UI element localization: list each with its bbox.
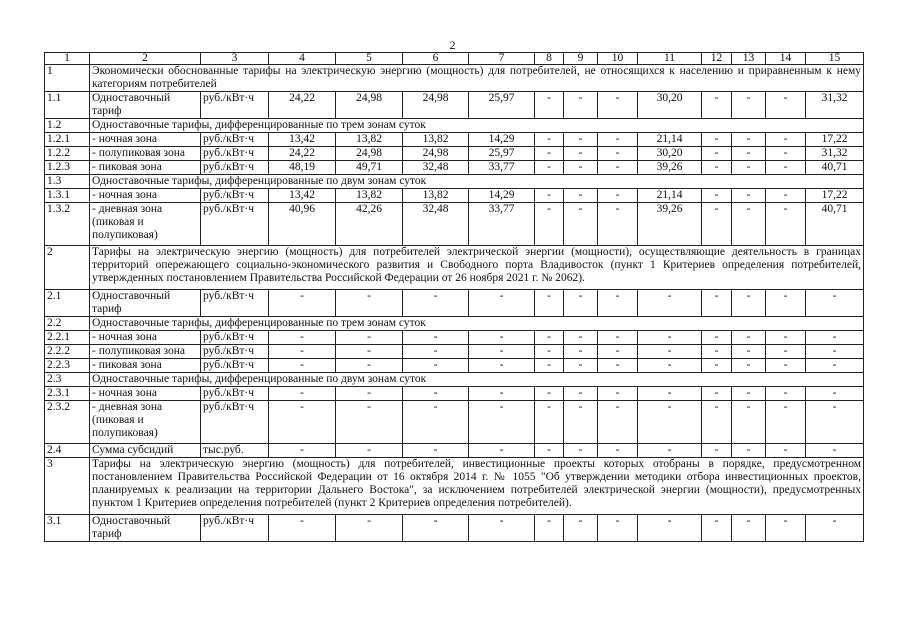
row-number-cell: 1.1 xyxy=(45,92,90,119)
tariff-name-cell: - дневная зона (пиковая и полупиковая) xyxy=(90,401,201,444)
value-cell: 17,22 xyxy=(806,189,864,203)
value-cell: - xyxy=(535,290,564,317)
value-cell: 14,29 xyxy=(469,189,535,203)
value-cell: - xyxy=(702,387,732,401)
section-row xyxy=(45,246,864,290)
tariff-name-cell: - ночная зона xyxy=(90,387,201,401)
value-cell: - xyxy=(403,401,469,444)
value-cell: - xyxy=(469,331,535,345)
value-cell: - xyxy=(269,359,336,373)
value-cell: - xyxy=(766,444,806,458)
value-cell: - xyxy=(403,290,469,317)
row-number-cell: 2.3.1 xyxy=(45,387,90,401)
value-cell: - xyxy=(564,359,598,373)
tariff-name-cell: - полупиковая зона xyxy=(90,147,201,161)
value-cell: - xyxy=(766,161,806,175)
section-row xyxy=(45,65,864,92)
value-cell: - xyxy=(469,359,535,373)
value-cell: - xyxy=(403,387,469,401)
column-number-cell: 15 xyxy=(806,53,864,65)
value-cell: 40,71 xyxy=(806,161,864,175)
tariff-name-cell: - ночная зона xyxy=(90,133,201,147)
value-cell: - xyxy=(535,401,564,444)
value-cell: - xyxy=(702,147,732,161)
tariff-name-cell: - дневная зона (пиковая и полупиковая) xyxy=(90,203,201,246)
value-cell: - xyxy=(469,345,535,359)
table-row xyxy=(45,189,864,203)
value-cell: - xyxy=(766,290,806,317)
value-cell: 48,19 xyxy=(269,161,336,175)
value-cell: - xyxy=(403,331,469,345)
row-number-cell: 1 xyxy=(45,65,90,92)
value-cell: 24,22 xyxy=(269,147,336,161)
column-number-cell: 2 xyxy=(90,53,201,65)
row-number-cell: 3 xyxy=(45,458,90,515)
value-cell: - xyxy=(806,331,864,345)
value-cell: 25,97 xyxy=(469,92,535,119)
tariff-name-cell: Одноставочный тариф xyxy=(90,290,201,317)
row-number-cell: 2.4 xyxy=(45,444,90,458)
value-cell: - xyxy=(732,189,766,203)
value-cell: - xyxy=(638,387,702,401)
value-cell: - xyxy=(269,290,336,317)
value-cell: - xyxy=(732,444,766,458)
value-cell: - xyxy=(732,92,766,119)
value-cell: - xyxy=(702,189,732,203)
value-cell: - xyxy=(564,92,598,119)
value-cell: - xyxy=(766,92,806,119)
value-cell: - xyxy=(403,359,469,373)
section-title-cell: Тарифы на электрическую энергию (мощность) для потребителей, инвестиционные проекты которых отобраны в порядке, предусмотренном постановлением Правительства Российской Федерации от 16 октября 2014 г. № 1055 "Об утверждении методики отбора инвестиционных проектов, планируемых к реализации на территории Дальнего Востока", за исключением потребителей электрической энергии (мощности), предусмотренных пунктом 1 Критериев определения потребителей (пункт 2 Критериев определения потребителей). xyxy=(90,458,864,515)
section-title-cell: Одноставочные тарифы, дифференцированные по двум зонам суток xyxy=(90,373,864,387)
value-cell: - xyxy=(806,290,864,317)
row-number-cell: 2.3 xyxy=(45,373,90,387)
unit-cell: руб./кВт·ч xyxy=(201,147,269,161)
row-number-cell: 1.2 xyxy=(45,119,90,133)
value-cell: - xyxy=(469,290,535,317)
value-cell: - xyxy=(564,331,598,345)
value-cell: 24,22 xyxy=(269,92,336,119)
column-number-cell: 1 xyxy=(45,53,90,65)
unit-cell: тыс.руб. xyxy=(201,444,269,458)
value-cell: - xyxy=(336,359,403,373)
value-cell: - xyxy=(469,444,535,458)
value-cell: - xyxy=(598,92,638,119)
value-cell: 39,26 xyxy=(638,161,702,175)
table-row xyxy=(45,387,864,401)
value-cell: - xyxy=(638,401,702,444)
value-cell: - xyxy=(598,345,638,359)
column-number-cell: 8 xyxy=(535,53,564,65)
value-cell: - xyxy=(403,515,469,542)
value-cell: - xyxy=(598,203,638,246)
row-number-cell: 1.3 xyxy=(45,175,90,189)
value-cell: - xyxy=(535,444,564,458)
table-row xyxy=(45,92,864,119)
value-cell: - xyxy=(269,444,336,458)
tariff-name-cell: - пиковая зона xyxy=(90,161,201,175)
value-cell: - xyxy=(732,290,766,317)
value-cell: - xyxy=(564,133,598,147)
value-cell: - xyxy=(598,444,638,458)
column-number-row xyxy=(45,53,864,65)
value-cell: - xyxy=(598,515,638,542)
value-cell: - xyxy=(403,345,469,359)
value-cell: - xyxy=(564,189,598,203)
value-cell: 40,96 xyxy=(269,203,336,246)
value-cell: - xyxy=(564,401,598,444)
section-row xyxy=(45,458,864,515)
value-cell: - xyxy=(598,147,638,161)
value-cell: - xyxy=(732,331,766,345)
value-cell: 24,98 xyxy=(403,92,469,119)
value-cell: 39,26 xyxy=(638,203,702,246)
value-cell: - xyxy=(535,147,564,161)
unit-cell: руб./кВт·ч xyxy=(201,401,269,444)
table-row xyxy=(45,401,864,444)
row-number-cell: 1.3.1 xyxy=(45,189,90,203)
value-cell: 13,82 xyxy=(336,189,403,203)
value-cell: - xyxy=(564,203,598,246)
table-row xyxy=(45,161,864,175)
row-number-cell: 2.2.3 xyxy=(45,359,90,373)
value-cell: - xyxy=(535,515,564,542)
value-cell: - xyxy=(732,147,766,161)
value-cell: - xyxy=(535,345,564,359)
value-cell: - xyxy=(806,444,864,458)
section-row xyxy=(45,373,864,387)
value-cell: - xyxy=(766,189,806,203)
value-cell: - xyxy=(269,387,336,401)
value-cell: - xyxy=(336,444,403,458)
column-number-cell: 3 xyxy=(201,53,269,65)
unit-cell: руб./кВт·ч xyxy=(201,387,269,401)
unit-cell: руб./кВт·ч xyxy=(201,92,269,119)
table-row xyxy=(45,147,864,161)
value-cell: 13,42 xyxy=(269,133,336,147)
value-cell: - xyxy=(702,92,732,119)
value-cell: 14,29 xyxy=(469,133,535,147)
value-cell: - xyxy=(638,444,702,458)
unit-cell: руб./кВт·ч xyxy=(201,359,269,373)
value-cell: - xyxy=(598,401,638,444)
value-cell: - xyxy=(638,515,702,542)
row-number-cell: 3.1 xyxy=(45,515,90,542)
value-cell: - xyxy=(564,147,598,161)
value-cell: - xyxy=(336,290,403,317)
value-cell: - xyxy=(535,161,564,175)
value-cell: 32,48 xyxy=(403,203,469,246)
row-number-cell: 1.2.1 xyxy=(45,133,90,147)
value-cell: - xyxy=(702,203,732,246)
row-number-cell: 2.2.2 xyxy=(45,345,90,359)
value-cell: - xyxy=(598,387,638,401)
value-cell: - xyxy=(766,331,806,345)
section-title-cell: Тарифы на электрическую энергию (мощность) для потребителей электрической энергии (мощности), осуществляющие деятельность в границах территорий опережающего социально-экономического развития и Свободного порта Владивосток (пункт 1 Критериев определения потребителей, утвержденных постановлением Правительства Российской Федерации от 26 ноября 2021 г. № 2062). xyxy=(90,246,864,290)
value-cell: - xyxy=(336,345,403,359)
value-cell: - xyxy=(806,401,864,444)
value-cell: 49,71 xyxy=(336,161,403,175)
row-number-cell: 1.2.3 xyxy=(45,161,90,175)
column-number-cell: 5 xyxy=(336,53,403,65)
value-cell: 33,77 xyxy=(469,203,535,246)
value-cell: - xyxy=(702,331,732,345)
value-cell: - xyxy=(732,345,766,359)
section-row xyxy=(45,175,864,189)
value-cell: - xyxy=(732,133,766,147)
value-cell: 42,26 xyxy=(336,203,403,246)
value-cell: - xyxy=(806,387,864,401)
value-cell: - xyxy=(598,161,638,175)
value-cell: - xyxy=(766,387,806,401)
value-cell: - xyxy=(702,401,732,444)
value-cell: - xyxy=(469,387,535,401)
value-cell: - xyxy=(598,189,638,203)
value-cell: - xyxy=(469,515,535,542)
value-cell: - xyxy=(564,290,598,317)
value-cell: 31,32 xyxy=(806,147,864,161)
column-number-cell: 11 xyxy=(638,53,702,65)
value-cell: - xyxy=(766,203,806,246)
value-cell: - xyxy=(336,515,403,542)
value-cell: 21,14 xyxy=(638,133,702,147)
value-cell: - xyxy=(702,515,732,542)
value-cell: - xyxy=(732,515,766,542)
value-cell: 30,20 xyxy=(638,147,702,161)
value-cell: - xyxy=(766,147,806,161)
value-cell: - xyxy=(638,345,702,359)
unit-cell: руб./кВт·ч xyxy=(201,133,269,147)
value-cell: - xyxy=(702,444,732,458)
value-cell: - xyxy=(638,359,702,373)
table-row xyxy=(45,290,864,317)
table-row xyxy=(45,359,864,373)
row-number-cell: 2.1 xyxy=(45,290,90,317)
value-cell: - xyxy=(732,203,766,246)
value-cell: - xyxy=(732,401,766,444)
value-cell: - xyxy=(564,345,598,359)
tariff-name-cell: - ночная зона xyxy=(90,189,201,203)
value-cell: - xyxy=(806,359,864,373)
value-cell: - xyxy=(732,161,766,175)
value-cell: - xyxy=(598,133,638,147)
value-cell: - xyxy=(638,331,702,345)
value-cell: 13,82 xyxy=(336,133,403,147)
unit-cell: руб./кВт·ч xyxy=(201,203,269,246)
value-cell: - xyxy=(766,515,806,542)
column-number-cell: 7 xyxy=(469,53,535,65)
value-cell: - xyxy=(469,401,535,444)
value-cell: 24,98 xyxy=(336,147,403,161)
value-cell: - xyxy=(564,444,598,458)
value-cell: - xyxy=(766,401,806,444)
value-cell: - xyxy=(598,290,638,317)
value-cell: - xyxy=(702,133,732,147)
value-cell: - xyxy=(336,401,403,444)
section-title-cell: Одноставочные тарифы, дифференцированные по трем зонам суток xyxy=(90,317,864,331)
value-cell: - xyxy=(336,387,403,401)
value-cell: - xyxy=(598,331,638,345)
table-row xyxy=(45,331,864,345)
column-number-cell: 10 xyxy=(598,53,638,65)
value-cell: - xyxy=(702,161,732,175)
tariff-name-cell: - ночная зона xyxy=(90,331,201,345)
unit-cell: руб./кВт·ч xyxy=(201,189,269,203)
section-title-cell: Одноставочные тарифы, дифференцированные по двум зонам суток xyxy=(90,175,864,189)
section-title-cell: Одноставочные тарифы, дифференцированные по трем зонам суток xyxy=(90,119,864,133)
table-row xyxy=(45,444,864,458)
value-cell: - xyxy=(702,359,732,373)
row-number-cell: 1.3.2 xyxy=(45,203,90,246)
column-number-cell: 9 xyxy=(564,53,598,65)
value-cell: 13,82 xyxy=(403,133,469,147)
value-cell: - xyxy=(732,359,766,373)
unit-cell: руб./кВт·ч xyxy=(201,345,269,359)
value-cell: - xyxy=(806,345,864,359)
value-cell: - xyxy=(403,444,469,458)
value-cell: - xyxy=(638,290,702,317)
column-number-cell: 6 xyxy=(403,53,469,65)
unit-cell: руб./кВт·ч xyxy=(201,515,269,542)
value-cell: 30,20 xyxy=(638,92,702,119)
value-cell: - xyxy=(269,345,336,359)
value-cell: 33,77 xyxy=(469,161,535,175)
value-cell: - xyxy=(535,203,564,246)
section-row xyxy=(45,317,864,331)
value-cell: - xyxy=(535,189,564,203)
value-cell: - xyxy=(564,161,598,175)
section-row xyxy=(45,119,864,133)
column-number-cell: 14 xyxy=(766,53,806,65)
value-cell: 32,48 xyxy=(403,161,469,175)
page-number: 2 xyxy=(449,38,456,52)
unit-cell: руб./кВт·ч xyxy=(201,331,269,345)
table-row xyxy=(45,133,864,147)
row-number-cell: 2.2.1 xyxy=(45,331,90,345)
tariff-table xyxy=(44,52,864,542)
value-cell: - xyxy=(535,331,564,345)
value-cell: - xyxy=(702,290,732,317)
value-cell: - xyxy=(535,387,564,401)
value-cell: 40,71 xyxy=(806,203,864,246)
row-number-cell: 1.2.2 xyxy=(45,147,90,161)
column-number-cell: 12 xyxy=(702,53,732,65)
unit-cell: руб./кВт·ч xyxy=(201,161,269,175)
column-number-cell: 13 xyxy=(732,53,766,65)
tariff-name-cell: Одноставочный тариф xyxy=(90,515,201,542)
value-cell: - xyxy=(806,515,864,542)
tariff-name-cell: - полупиковая зона xyxy=(90,345,201,359)
value-cell: - xyxy=(269,515,336,542)
value-cell: - xyxy=(702,345,732,359)
value-cell: - xyxy=(269,401,336,444)
value-cell: 25,97 xyxy=(469,147,535,161)
value-cell: - xyxy=(535,359,564,373)
value-cell: - xyxy=(336,331,403,345)
value-cell: - xyxy=(535,92,564,119)
tariff-name-cell: Сумма субсидий xyxy=(90,444,201,458)
unit-cell: руб./кВт·ч xyxy=(201,290,269,317)
value-cell: 21,14 xyxy=(638,189,702,203)
value-cell: 13,82 xyxy=(403,189,469,203)
value-cell: - xyxy=(732,387,766,401)
table-row xyxy=(45,203,864,246)
value-cell: - xyxy=(766,359,806,373)
table-row xyxy=(45,515,864,542)
value-cell: - xyxy=(564,515,598,542)
row-number-cell: 2 xyxy=(45,246,90,290)
value-cell: - xyxy=(766,133,806,147)
table-row xyxy=(45,345,864,359)
value-cell: 13,42 xyxy=(269,189,336,203)
value-cell: 24,98 xyxy=(403,147,469,161)
column-number-cell: 4 xyxy=(269,53,336,65)
tariff-name-cell: - пиковая зона xyxy=(90,359,201,373)
row-number-cell: 2.3.2 xyxy=(45,401,90,444)
value-cell: - xyxy=(598,359,638,373)
value-cell: - xyxy=(269,331,336,345)
value-cell: 31,32 xyxy=(806,92,864,119)
value-cell: 24,98 xyxy=(336,92,403,119)
value-cell: - xyxy=(535,133,564,147)
section-title-cell: Экономически обоснованные тарифы на электрическую энергию (мощность) для потребителей, не относящихся к населению и приравненным к нему категориям потребителей xyxy=(90,65,864,92)
tariff-name-cell: Одноставочный тариф xyxy=(90,92,201,119)
row-number-cell: 2.2 xyxy=(45,317,90,331)
value-cell: - xyxy=(766,345,806,359)
value-cell: - xyxy=(564,387,598,401)
value-cell: 17,22 xyxy=(806,133,864,147)
